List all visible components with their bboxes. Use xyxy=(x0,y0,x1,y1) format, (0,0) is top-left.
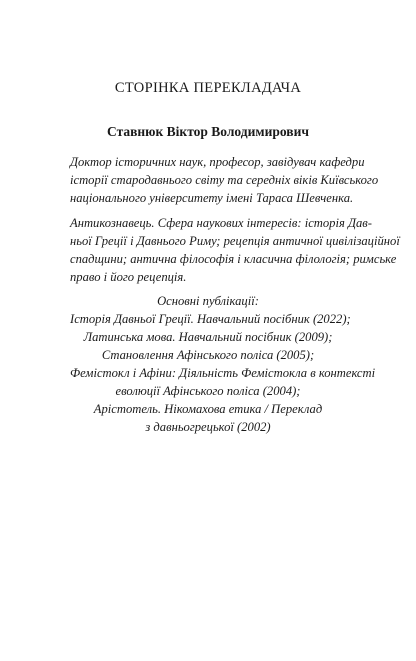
interests-line: спадщини; антична філософія і класична філологія; римське xyxy=(70,252,397,266)
publication-item: з давньогрецької (2002) xyxy=(145,420,271,434)
publication-item: Арістотель. Нікомахова етика / Переклад xyxy=(93,402,323,416)
bio-line: національного університету імені Тараса Шевченка. xyxy=(70,191,354,205)
bio-line: історії стародавнього світу та середніх віків Київського xyxy=(70,173,379,187)
interests-line: право і його рецепція. xyxy=(70,270,187,284)
publications-list xyxy=(70,292,376,436)
publication-item: Латинська мова. Навчальний посібник (2009); xyxy=(83,330,333,344)
publication-item: Становлення Афінського поліса (2005); xyxy=(101,348,315,362)
translator-name: Ставнюк Віктор Володимирович xyxy=(107,124,309,139)
publication-item: Історія Давньої Греції. Навчальний посібник (2022); xyxy=(70,312,351,326)
publications-heading: Основні публікації: xyxy=(157,294,259,308)
page-heading: СТОРІНКА ПЕРЕКЛАДАЧА xyxy=(114,80,302,96)
research-interests xyxy=(70,214,400,286)
publication-item: еволюції Афінського поліса (2004); xyxy=(115,384,301,398)
interests-line: ньої Греції і Давнього Риму; рецепція античної цивілізаційної xyxy=(70,234,400,248)
interests-line: Антикознавець. Сфера наукових інтересів: історія Дав- xyxy=(70,216,372,230)
translator-bio xyxy=(70,153,379,207)
publication-item: Фемістокл і Афіни: Діяльність Фемістокла в контексті xyxy=(70,366,376,380)
bio-line: Доктор історичних наук, професор, завідувач кафедри xyxy=(70,155,365,169)
